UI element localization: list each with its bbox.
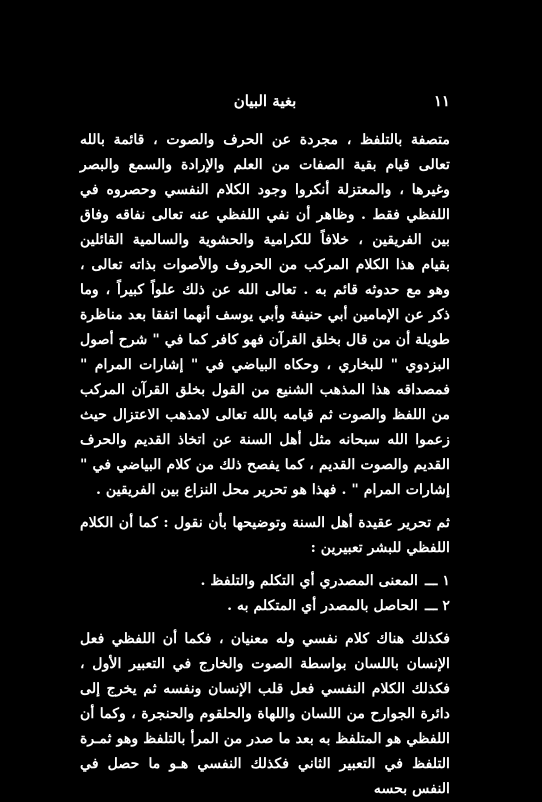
- list-item-1: [80, 569, 450, 594]
- list-number: ٢ ـــ: [424, 598, 450, 614]
- page-number: ١١: [433, 92, 450, 110]
- list-text: الحاصل بالمصدر أي المتكلم به .: [227, 598, 418, 614]
- list-number: ١ ـــ: [424, 573, 450, 589]
- running-title: بغية البيان: [233, 92, 297, 110]
- paragraph-3: فكذلك هناك كلام نفسي وله معنيان ، فكما أن اللفظي فعل الإنسان باللسان بواسطة الصوت والخارج في التعبير الأول ، فكذلك الكلام النفسي فعل قلب الإنسان ونفسه ثم يخرج إلى دائرة الجوارح من اللسان واللهاة والحلقوم والحنجرة ، وكما أن اللفظي هو المتلفظ به بعد ما صدر من المرأ بالتلفظ وهو ثمـرة التلفظ في التعبير الثاني فكذلك النفسي هـو ما حصل في النفس بحسه: [80, 631, 450, 797]
- list-text: المعنى المصدري أي التكلم والتلفظ .: [200, 573, 418, 589]
- body-text: [80, 128, 450, 802]
- page-header: [80, 92, 450, 116]
- list-item-2: [80, 594, 450, 619]
- paragraph-1: متصفة بالتلفظ ، مجردة عن الحرف والصوت ، قائمة بالله تعالى قيام بقية الصفات من العلم والإرادة والسمع والبصر وغيرها ، والمعتزلة أنكروا وجود الكلام النفسي وحصروه في اللفظي فقط . وظاهر أن نفي اللفظي عنه تعالى نفاقه وفاق بين الفريقين ، خلافاً للكرامية والحشوية والسالمية القائلين بقيام هذا الكلام المركب من الحروف والأصوات بذاته تعالى ، وهو مع حدوثه قائم به . تعالى الله عن ذلك علواً كبيراً ، وما ذكر عن الإمامين أبي حنيفة وأبي يوسف أنهما اتفقا بعد مناظرة طويلة أن من قال بخلق القرآن فهو كافر كما في " شرح أصول البزدوي " للبخاري ، وحكاه البياضي في " إشارات المرام " فمصداقه هذا المذهب الشنيع من القول بخلق القرآن المركب من اللفظ والصوت ثم قيامه بالله تعالى لامذهب الاعتزال حيث زعموا الله سبحانه مثل أهل السنة عن اتخاذ القديم والحرف القديم والصوت القديم ، كما يفصح ذلك من كلام البياضي في " إشارات المرام " . فهذا هو تحرير محل النزاع بين الفريقين .: [80, 132, 450, 498]
- paragraph-2: ثم تحرير عقيدة أهل السنة وتوضيحها بأن نقول : كما أن الكلام اللفظي للبشر تعبيرين :: [80, 515, 450, 556]
